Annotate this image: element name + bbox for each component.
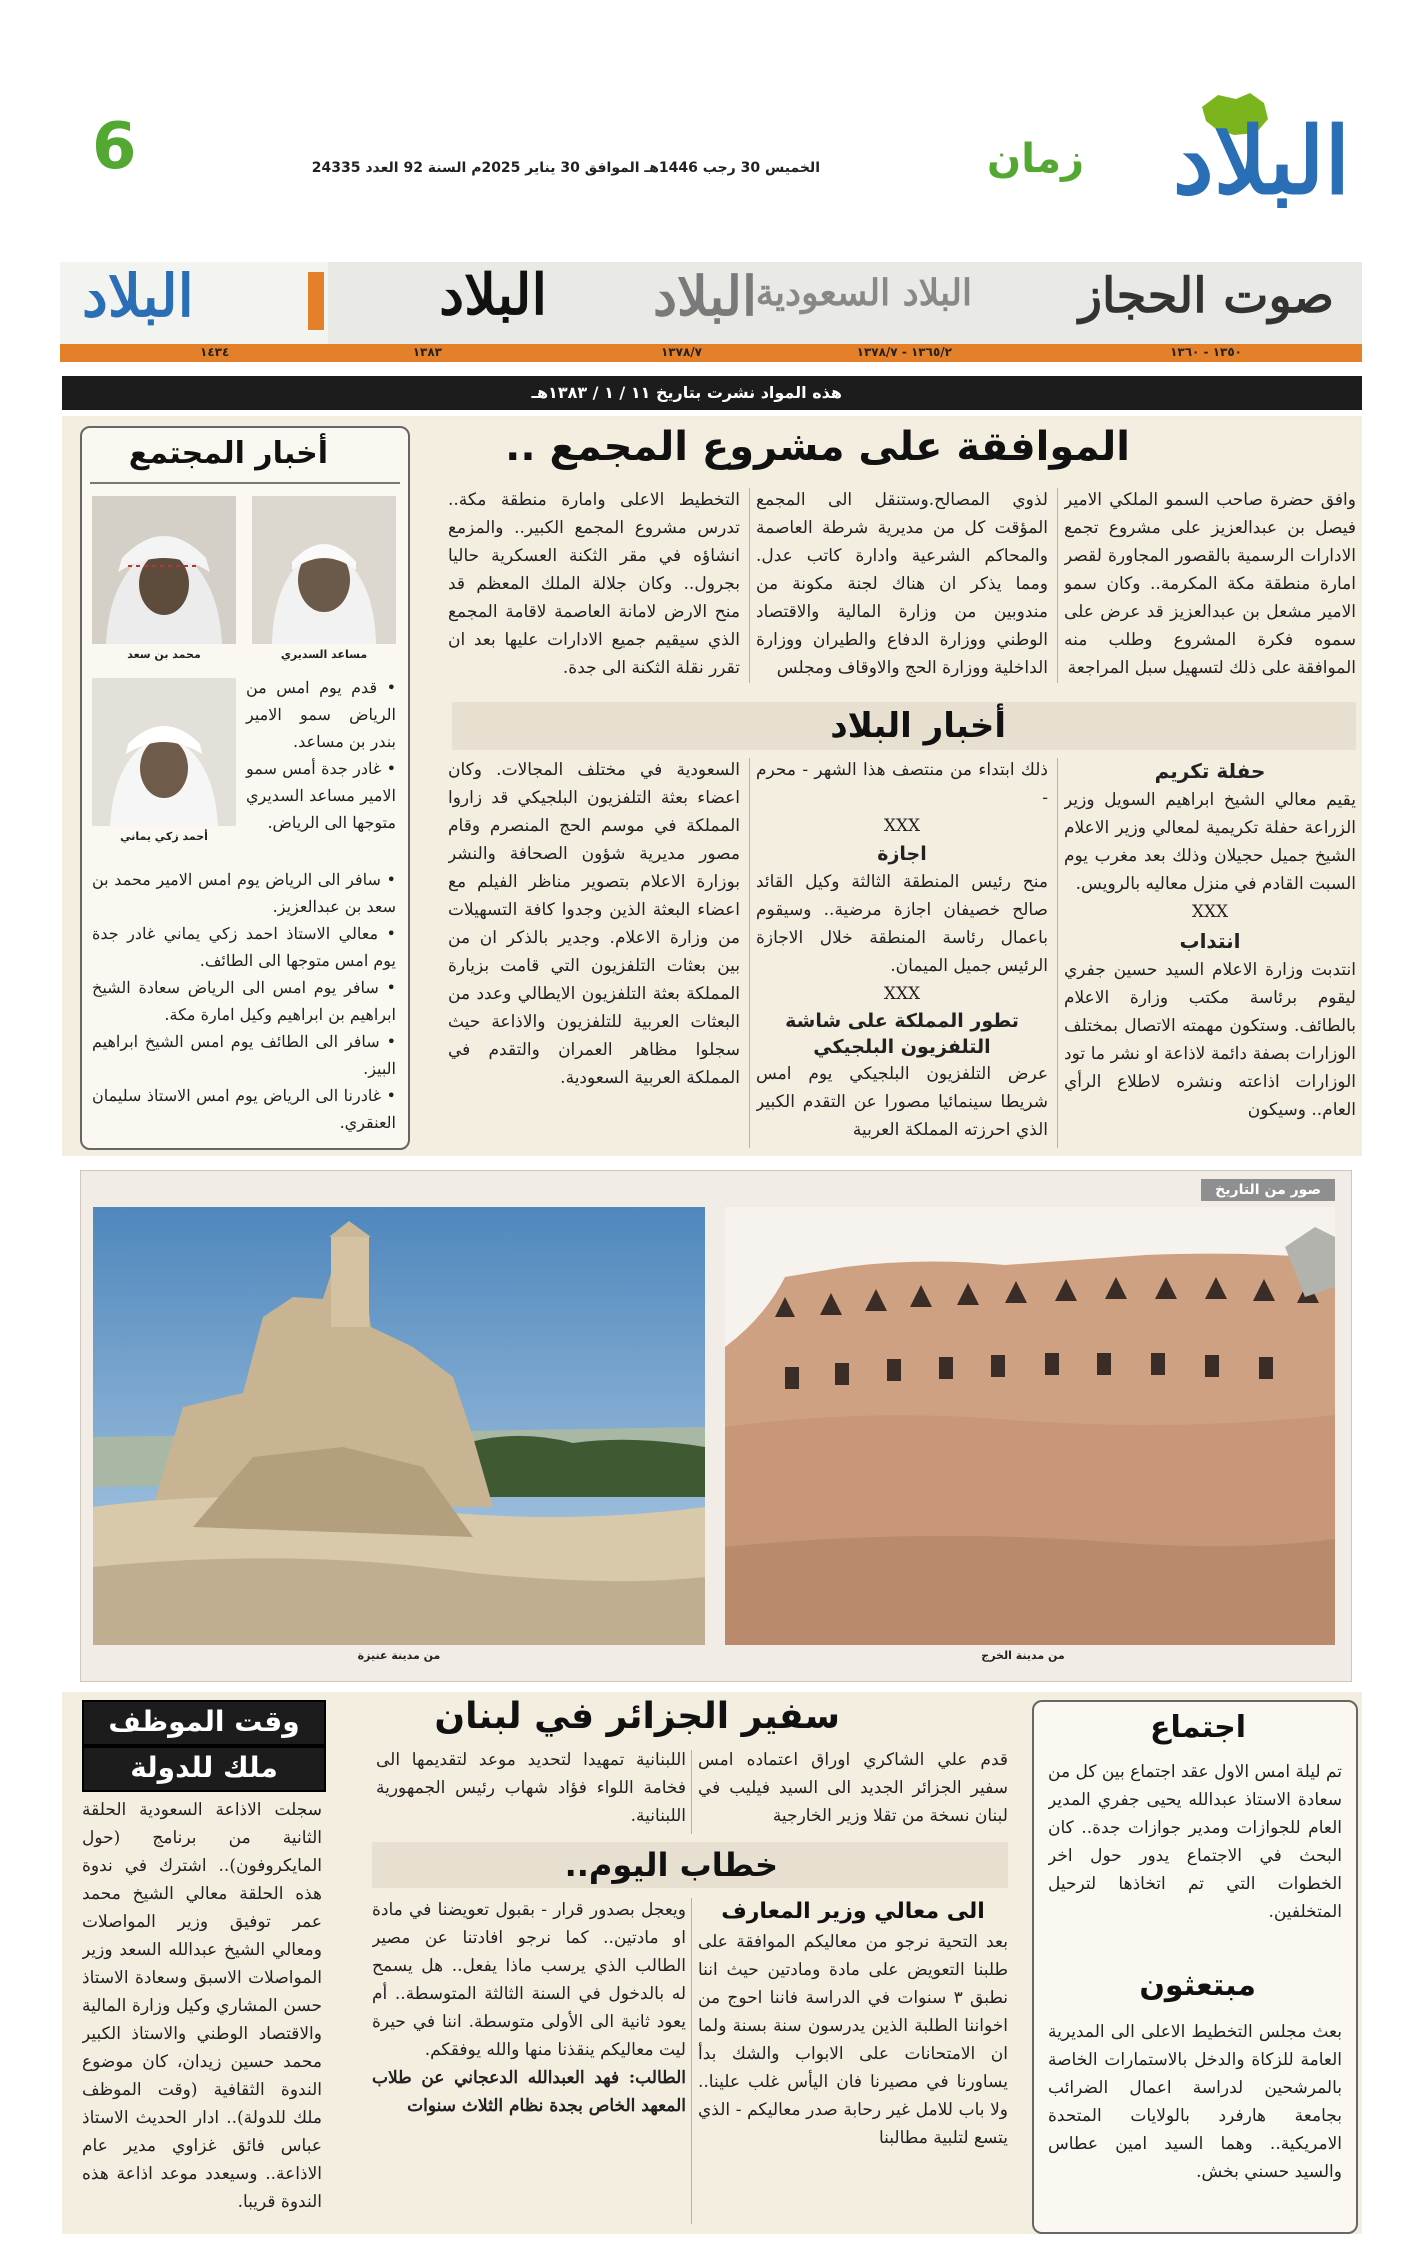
meeting-envoys-box [1032, 1700, 1358, 2234]
society-item: • معالي الاستاذ احمد زكي يماني غادر جدة يوم امس متوجها الى الطائف. [92, 924, 396, 970]
society-box [80, 426, 410, 1150]
archive-logo-5-tag [308, 272, 324, 330]
albilad-subhead: حفلة تكريم [1154, 759, 1266, 783]
albilad-text: ذلك ابتداء من منتصف هذا الشهر - محرم - [756, 760, 1048, 808]
employee-text: سجلت الاذاعة السعودية الحلقة الثانية من برنامج (حول المايكروفون).. اشترك في ندوة هذه الحلقة معالي الشيخ محمد عمر توفيق وزير المواصلات ومعالي الشيخ عبدالله السعد وزير المواصلات الاسبق وسعادة الاستاذ حسن المشاري وكيل وزارة المالية والاقتصاد الوطني والاستاذ الكبير محمد حسين زيدان، كان موضوع الندوة الثقافية (وقت الموظف ملك للدولة).. ادار الحديث الاستاذ عباس فائق غزاوي مدير عام الاذاعة.. وسيعدد موعد اذاعة هذه الندوة قريبا. [82, 1800, 322, 2212]
divider [691, 1750, 692, 1834]
portrait-photo [252, 496, 396, 644]
archive-logo-2: البلاد السعودية [755, 272, 972, 314]
lead-col-3: التخطيط الاعلى وامارة منطقة مكة.. تدرس مشروع المجمع الكبير.. والمزمع انشاؤه في مقر الثكنة العسكرية حاليا بجرول.. وكان جلالة الملك المعظم قد منح الارض لامانة العاصمة لاقامة المجمع الذي سيقيم جميع الادارات عليها بعد ان تقرر نقلة الثكنة الى جدة. [448, 490, 740, 678]
page-number: 6 [92, 110, 137, 184]
history-photo-kharj [725, 1207, 1335, 1645]
portrait-photo [92, 496, 236, 644]
albilad-logo [1110, 95, 1350, 215]
ambassador-col-2: اللبنانية تمهيدا لتحديد موعد لتقديمها الى فخامة اللواء فؤاد شهاب رئيس الجمهورية اللبنانية. [376, 1750, 686, 1826]
speech-col-2 [372, 1896, 686, 2228]
separator: XXX [883, 984, 921, 1004]
akhbar-albilad-title-bar [452, 702, 1356, 750]
archive-period-5: ١٤٣٤ [200, 345, 230, 359]
albilad-text: يقيم معالي الشيخ ابراهيم السويل وزير الزراعة حفلة تكريمية لمعالي وزير الاعلام الشيخ جميل حجيلان وذلك بعد مغرب يوم السبت القادم في منزل معاليه بالرويس. [1064, 790, 1356, 894]
akhbar-albilad-title: أخبار البلاد [830, 706, 1006, 746]
meeting-text: تم ليلة امس الاول عقد اجتماع بين كل من سعادة الاستاذ عبدالله يحيى جفري المدير العام للجوازات ومدير جوازات جدة.. كان البحث في الاجتماع يدور حول اخر الخطوات التي تم اتخاذها لترحيل المتخلفين. [1048, 1762, 1342, 1922]
speech-text: بعد التحية نرجو من معاليكم الموافقة على طلبنا التعويض على مادة ومادتين حيث اننا نطبق ٣ سنوات في الدراسة فاننا احوج من اخواننا الطلبة الذين يدرسون سنة بسنة ولما ان الامتحانات على الابواب والشك بدأ يساورنا في مصيرنا فان اليأس غلب علينا.. ولا باب للامل غير رحابة صدر معاليكم - الذي يتسع لتلبية مطالبنا [698, 1932, 1008, 2148]
archive-periods-bar [60, 344, 1362, 362]
portrait-photo [92, 678, 236, 826]
archive-period-4: ١٣٨٣ [412, 345, 442, 359]
archive-notice [62, 376, 1362, 410]
speech-headline: خطاب اليوم.. [564, 1846, 778, 1884]
employee-box [82, 1700, 322, 2230]
society-title: أخبار المجتمع [128, 436, 328, 471]
portrait-caption: محمد بن سعد [127, 648, 201, 661]
lead-headline: الموافقة على مشروع المجمع .. [505, 424, 1130, 470]
employee-title-2: ملك للدولة [130, 1751, 278, 1784]
speech-text: ويعجل بصدور قرار - بقبول تعويضنا في مادة او مادتين.. كما نرجو افادتنا عن مصير الطالب الذي يرسب ماذا يفعل.. هل يسمح له بالدخول في السنة الثالثة المتوسطة.. أم يعود ثانية الى الأولى متوسطة. اننا في حيرة ليت معاليكم ينقذنا منها والله يوفقكم. [372, 1900, 686, 2060]
divider [691, 1898, 692, 2224]
archive-period-1: ١٣٥٠ - ١٣٦٠ [1170, 345, 1242, 359]
archive-logo-1: صوت الحجاز [1078, 268, 1334, 324]
speech-col-1 [698, 1896, 1008, 2228]
archive-strip [60, 262, 1362, 362]
archive-logo-3: البلاد [652, 264, 757, 328]
albilad-col-2 [756, 756, 1048, 1154]
history-photo-unaizah [93, 1207, 705, 1645]
masthead [0, 0, 1420, 240]
albilad-text: عرض التلفزيون البلجيكي يوم امس شريطا سينمائيا مصورا عن التقدم الكبير الذي احرزته المملكة العربية [756, 1064, 1048, 1140]
albilad-subhead: انتداب [1179, 929, 1241, 953]
section-name: زمان [987, 136, 1084, 182]
society-list-wide [92, 866, 396, 1140]
lead-col-2: لذوي المصالح.وستنقل الى المجمع المؤقت كل من مديرية شرطة العاصمة والمحاكم الشرعية وادارة كاتب عدل. ومما يذكر ان هناك لجنة مكونة من مندوبين من وزارة المالية والاقتصاد الوطني ووزارة الدفاع والطيران ووزارة الداخلية ووزارة الحج والاوقاف ومجلس [756, 490, 1048, 678]
history-caption: من مدينة عنيزة [357, 1649, 441, 1662]
history-label-text: صور من التاريخ [1215, 1182, 1321, 1198]
archive-logo-4: البلاد [439, 262, 547, 328]
history-caption: من مدينة الخرج [981, 1649, 1065, 1662]
dateline: الخميس 30 رجب 1446هـ الموافق 30 يناير 2025م السنة 92 العدد 24335 [311, 160, 820, 176]
portrait-caption: مساعد السديري [280, 648, 368, 661]
divider [749, 758, 750, 1148]
ambassador-headline: سفير الجزائر في لبنان [434, 1696, 840, 1737]
archive-logo-5-text: البلاد [82, 262, 194, 330]
society-title-rule [90, 482, 400, 484]
divider [749, 488, 750, 683]
lead-col-1: وافق حضرة صاحب السمو الملكي الامير فيصل بن عبدالعزيز على مشروع تجمع الادارات الرسمية بالقصور المجاورة لقصر امارة منطقة مكة المكرمة.. وكان سمو الامير مشعل بن عبدالعزيز قد عرض على سموه فكرة المشروع وطلب منه الموافقة على ذلك لتسهيل سبل المراجعة [1064, 490, 1356, 678]
society-item: • قدم يوم امس من الرياض سمو الامير بندر بن مساعد. [246, 678, 396, 751]
society-item: • سافر الى الرياض يوم امس الامير محمد بن سعد بن عبدالعزيز. [92, 870, 396, 916]
archive-notice-text: هذه المواد نشرت بتاريخ ١١ / ١ / ١٣٨٣هـ [531, 383, 842, 402]
society-item: • غادرنا الى الرياض يوم امس الاستاذ سليمان العنقري. [92, 1086, 396, 1132]
ambassador-col-1: قدم علي الشاكري اوراق اعتماده امس سفير الجزائر الجديد الى السيد فيليب في لبنان نسخة من تقلا وزير الخارجية [698, 1750, 1008, 1826]
society-item: • سافر الى الطائف يوم امس الشيخ ابراهيم البيز. [92, 1032, 396, 1078]
society-list [246, 674, 396, 836]
albilad-text: انتدبت وزارة الاعلام السيد حسين جفري ليقوم برئاسة مكتب وزارة الاعلام بالطائف. وستكون مهمته الاتصال بمختلف الوزارات بصفة دائمة لاذاعة او نشر ما تود الوزارات اذاعته ونشره لاطلاع الرأي العام.. وسيكون [1064, 960, 1356, 1120]
society-item: • سافر يوم امس الى الرياض سعادة الشيخ ابراهيم بن ابراهيم وكيل امارة مكة. [92, 978, 396, 1024]
divider [1057, 488, 1058, 683]
speech-subhead: الى معالي وزير المعارف [721, 1899, 985, 1924]
separator: XXX [883, 816, 921, 836]
speech-title-bar [372, 1842, 1008, 1888]
speech-signature: الطالب: فهد العبدالله الدعجاني عن طلاب المعهد الخاص بجدة نظام الثلاث سنوات [372, 2068, 686, 2116]
history-photos-section [80, 1170, 1352, 1682]
history-label [1201, 1179, 1335, 1201]
employee-title-block [82, 1746, 326, 1792]
archive-logo-5 [60, 262, 328, 344]
albilad-subhead: تطور المملكة على شاشة التلفزيون البلجيكي [785, 1010, 1019, 1058]
albilad-col-1 [1064, 756, 1356, 1154]
archive-period-3: ١٣٧٨/٧ [660, 345, 702, 359]
employee-title-1: وقت الموظف [108, 1705, 300, 1738]
separator: XXX [1191, 902, 1229, 922]
divider [1057, 758, 1058, 1148]
albilad-subhead: اجازة [877, 843, 927, 865]
envoys-title: مبتعثون [1139, 1968, 1256, 2003]
meeting-title: اجتماع [1149, 1710, 1246, 1745]
employee-title-block [82, 1700, 326, 1746]
albilad-col-3: السعودية في مختلف المجالات. وكان اعضاء بعثة التلفزيون البلجيكي قد زاروا المملكة في موسم الحج المنصرم وقام مصور مديرية شؤون الصحافة والنشر بوزارة الاعلام بتصوير مناظر الفيلم مع اعضاء البعثة الذين وجدوا كافة التسهيلات من وزارة الاعلام. وجدير بالذكر ان من بين بعثات التلفزيون التي قامت بزيارة المملكة بعثة التلفزيون الايطالي وعدد من البعثات العربية للتلفزيون والاذاعة حيث سجلوا مظاهر العمران والتقدم في المملكة العربية السعودية. [448, 760, 740, 1088]
portrait-caption: أحمد زكي يماني [120, 830, 208, 843]
society-item: • غادر جدة أمس سمو الامير مساعد السديري متوجها الى الرياض. [246, 759, 397, 832]
albilad-text: منح رئيس المنطقة الثالثة وكيل القائد صالح خصيفان اجازة مرضية.. وسيقوم باعمال رئاسة المنطقة خلال الاجازة الرئيس جميل الميمان. [756, 872, 1048, 976]
archive-period-2: ١٣٦٥/٢ - ١٣٧٨/٧ [856, 345, 952, 359]
logo-text: البلاد [1172, 107, 1350, 215]
envoys-text: بعث مجلس التخطيط الاعلى الى المديرية العامة للزكاة والدخل بالاستمارات الخاصة بالمرشحين لدراسة اعمال الضرائب بجامعة هارفرد بالولايات المتحدة الامريكية.. وهما السيد امين عطاس والسيد حسني بخش. [1048, 2022, 1342, 2182]
